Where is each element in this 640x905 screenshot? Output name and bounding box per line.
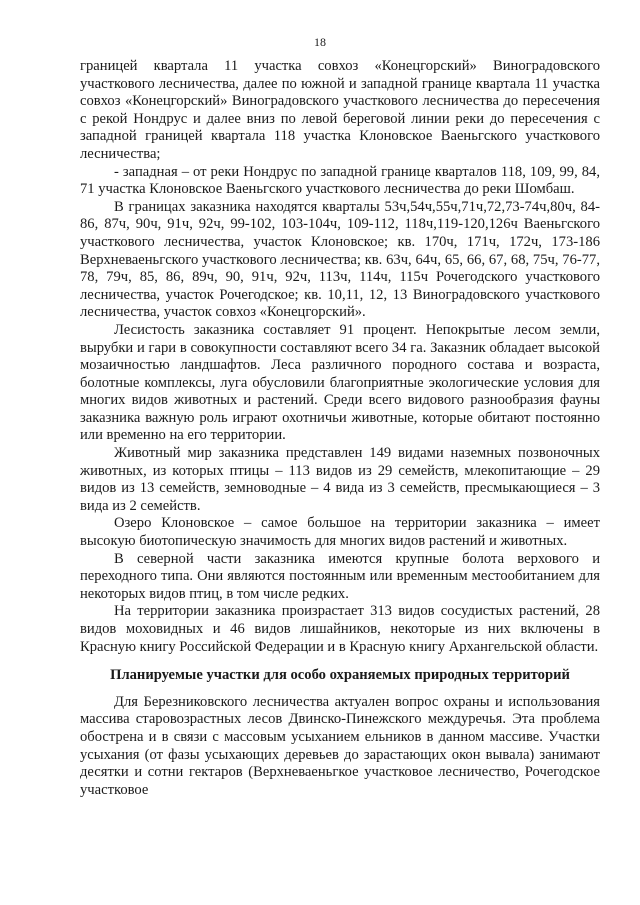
- page-number: 18: [314, 35, 326, 49]
- paragraph-western-boundary: - западная – от реки Нондрус по западной границе кварталов 118, 109, 99, 84, 71 участка Клоновское Ваеньгского участкового лесничества до реки Шомбаш.: [80, 163, 600, 198]
- paragraph-flora: На территории заказника произрастает 313 видов сосудистых растений, 28 видов моховидных и 46 видов лишайников, некоторые из них включены в Красную книгу Российской Федерации и в Красную книгу Архангельской области.: [80, 603, 600, 655]
- paragraph-fauna: Животный мир заказника представлен 149 видами наземных позвоночных животных, из которых птицы – 113 видов из 29 семейств, млекопитающие – 29 видов из 13 семейств, земноводные – 4 вида из 3 семейств, пресмыкающиеся – 3 вида из 2 семейств.: [80, 445, 600, 514]
- paragraph-quarters-list: В границах заказника находятся кварталы 53ч,54ч,55ч,71ч,72,73-74ч,80ч, 84-86, 87ч, 90ч, 91ч, 92ч, 99-102, 103-104ч, 109-112, 118ч,119-120,126ч Ваеньгского участкового лесничества, участок Клоновское; кв. 170ч, 171ч, 172ч, 173-186 Верхневаеньгского участкового лесничества; кв. 63ч, 64ч, 65, 66, 67, 68, 75ч, 76-77, 78, 79ч, 85, 86, 89ч, 90, 91ч, 92ч, 113ч, 114ч, 115ч Рочегодского участкового лесничества, участок Рочегодское; кв. 10,11, 12, 13 Виноградовского участкового лесничества, участок совхоз «Конецгорский».: [80, 198, 600, 321]
- paragraph-boundary-continuation: границей квартала 11 участка совхоз «Конецгорский» Виноградовского участкового лесничества, далее по южной и западной границе квартала 11 участка совхоз «Конецгорский» Виноградовского участкового лесничества до пересечения с рекой Нондрус и далее вниз по левой береговой линии реки до пересечения с западной границей квартала 118 участка Клоновское Ваеньгского участкового лесничества;: [80, 58, 600, 162]
- section-heading: Планируемые участки для особо охраняемых природных территорий: [110, 667, 570, 684]
- document-body: [80, 58, 600, 799]
- paragraph-forest-cover: Лесистость заказника составляет 91 процент. Непокрытые лесом земли, вырубки и гари в совокупности составляют всего 34 га. Заказник обладает высокой мозаичностью ландшафтов. Леса различного породного состава и возраста, болотные комплексы, луга обусловили благоприятные экологические условия для многих видов животных и растений. Среди всего видового разнообразия фауны заказника важную роль играют охотничьи животные, которые обитают постоянно или временно на его территории.: [80, 321, 600, 444]
- paragraph-planned-areas: Для Березниковского лесничества актуален вопрос охраны и использования массива старовозрастных лесов Двинско-Пинежского междуречья. Эта проблема обострена и в связи с массовым усыханием ельников в данном массиве. Участки усыхания (от фазы усыхающих деревьев до зарастающих окон вывала) занимают десятки и сотни гектаров (Верхневаеньгкое участковое лесничество, Рочегодское участковое: [80, 693, 600, 798]
- paragraph-bogs: В северной части заказника имеются крупные болота верхового и переходного типа. Они являются постоянным или временным местообитанием для некоторых видов птиц, в том числе редких.: [80, 550, 600, 602]
- paragraph-lake: Озеро Клоновское – самое большое на территории заказника – имеет высокую биотопическую значимость для многих видов растений и животных.: [80, 515, 600, 550]
